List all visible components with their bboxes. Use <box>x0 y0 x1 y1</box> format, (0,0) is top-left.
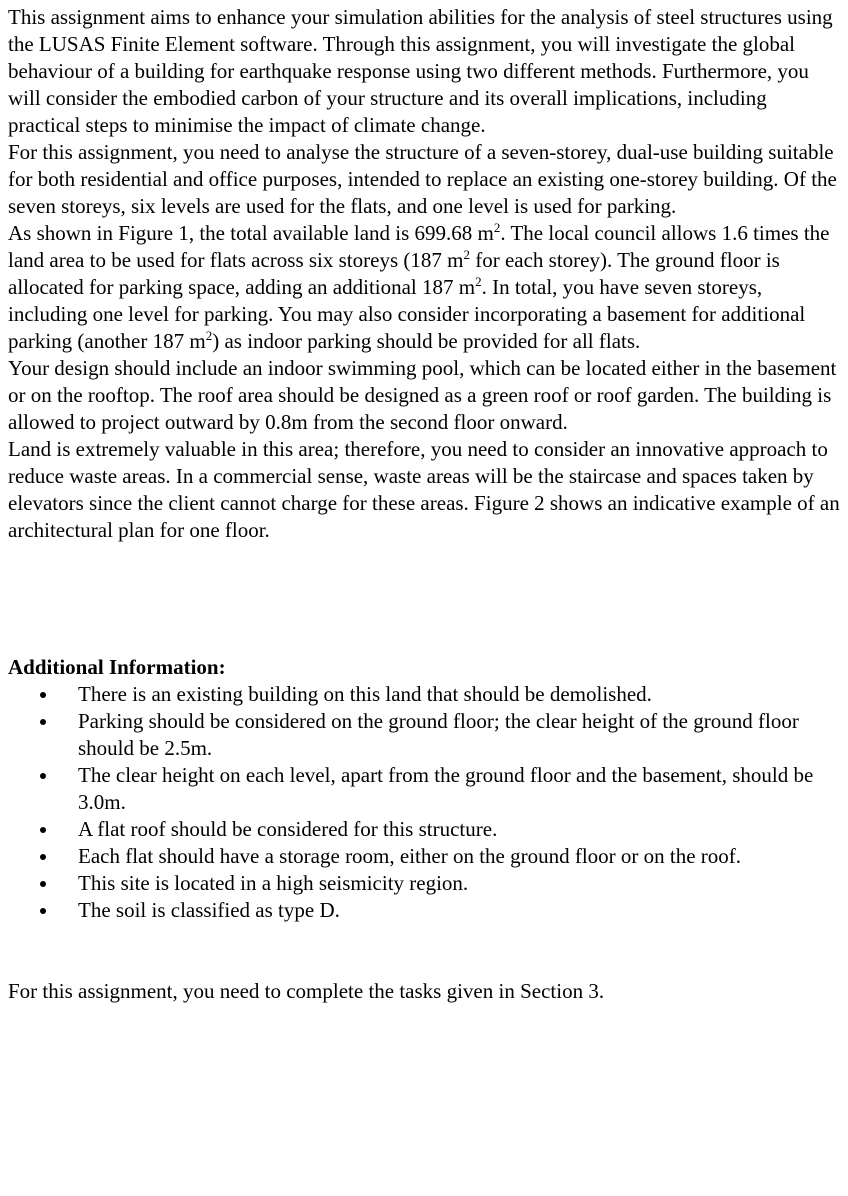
list-item-text: The clear height on each level, apart from the ground floor and the basement, should be 3.0m. <box>78 763 814 814</box>
list-item <box>8 762 840 816</box>
bullet-icon <box>40 854 46 860</box>
list-item-text: The soil is classified as type D. <box>78 898 340 922</box>
land-area-text-4: . In total, you have seven storeys, including one level for parking. You may also consider incorporating a basement for additional parking (another 187 m <box>8 275 806 353</box>
list-item <box>8 708 840 762</box>
intro-paragraph: This assignment aims to enhance your simulation abilities for the analysis of steel structures using the LUSAS Finite Element software. Through this assignment, you will investigate the global behaviour of a building for earthquake response using two different methods. Furthermore, you will consider the embodied carbon of your structure and its overall implications, including practical steps to minimise the impact of climate change. <box>8 5 833 137</box>
land-area-paragraph <box>8 220 840 355</box>
land-area-text-1: As shown in Figure 1, the total available land is 699.68 m <box>8 221 494 245</box>
list-item <box>8 843 840 870</box>
waste-area-paragraph: Land is extremely valuable in this area; therefore, you need to consider an innovative approach to reduce waste areas. In a commercial sense, waste areas will be the staircase and spaces taken by elevators since the client cannot charge for these areas. Figure 2 shows an indicative example of an architectural plan for one floor. <box>8 437 840 542</box>
list-item <box>8 870 840 897</box>
land-area-text-2: . The local council allows 1.6 times the land area to be used for flats across six storeys (187 m <box>8 221 830 272</box>
list-item-text: Parking should be considered on the ground floor; the clear height of the ground floor should be 2.5m. <box>78 709 799 760</box>
list-item <box>8 816 840 843</box>
superscript-2: 2 <box>205 328 213 343</box>
list-item-text: Each flat should have a storage room, either on the ground floor or on the roof. <box>78 844 742 868</box>
superscript-2: 2 <box>475 274 482 289</box>
bullet-icon <box>40 881 46 887</box>
closing-gap <box>8 924 840 978</box>
superscript-2: 2 <box>493 220 501 235</box>
list-item-text: A flat roof should be considered for this structure. <box>78 817 498 841</box>
bullet-icon <box>40 773 46 779</box>
closing-paragraph: For this assignment, you need to complete the tasks given in Section 3. <box>8 979 605 1003</box>
pool-paragraph: Your design should include an indoor swimming pool, which can be located either in the basement or on the rooftop. The roof area should be designed as a green roof or roof garden. The building is allowed to project outward by 0.8m from the second floor onward. <box>8 356 837 434</box>
bullet-icon <box>40 692 46 698</box>
land-area-text-3: for each storey). The ground floor is allocated for parking space, adding an additional 187 m <box>8 248 780 299</box>
list-item-text: There is an existing building on this land that should be demolished. <box>78 682 652 706</box>
bullet-icon <box>40 908 46 914</box>
document-page <box>8 4 840 1005</box>
list-item <box>8 681 840 708</box>
additional-info-heading: Additional Information: <box>8 655 226 679</box>
additional-info-list <box>8 681 840 924</box>
land-area-text-5: ) as indoor parking should be provided for all flats. <box>212 329 641 353</box>
list-item <box>8 897 840 924</box>
building-description-paragraph: For this assignment, you need to analyse the structure of a seven-storey, dual-use building suitable for both residential and office purposes, intended to replace an existing one-storey building. Of the seven storeys, six levels are used for the flats, and one level is used for parking. <box>8 140 837 218</box>
figure-gap <box>8 544 840 654</box>
list-item-text: This site is located in a high seismicity region. <box>78 871 469 895</box>
superscript-2: 2 <box>463 247 470 262</box>
bullet-icon <box>40 827 46 833</box>
bullet-icon <box>40 719 46 725</box>
